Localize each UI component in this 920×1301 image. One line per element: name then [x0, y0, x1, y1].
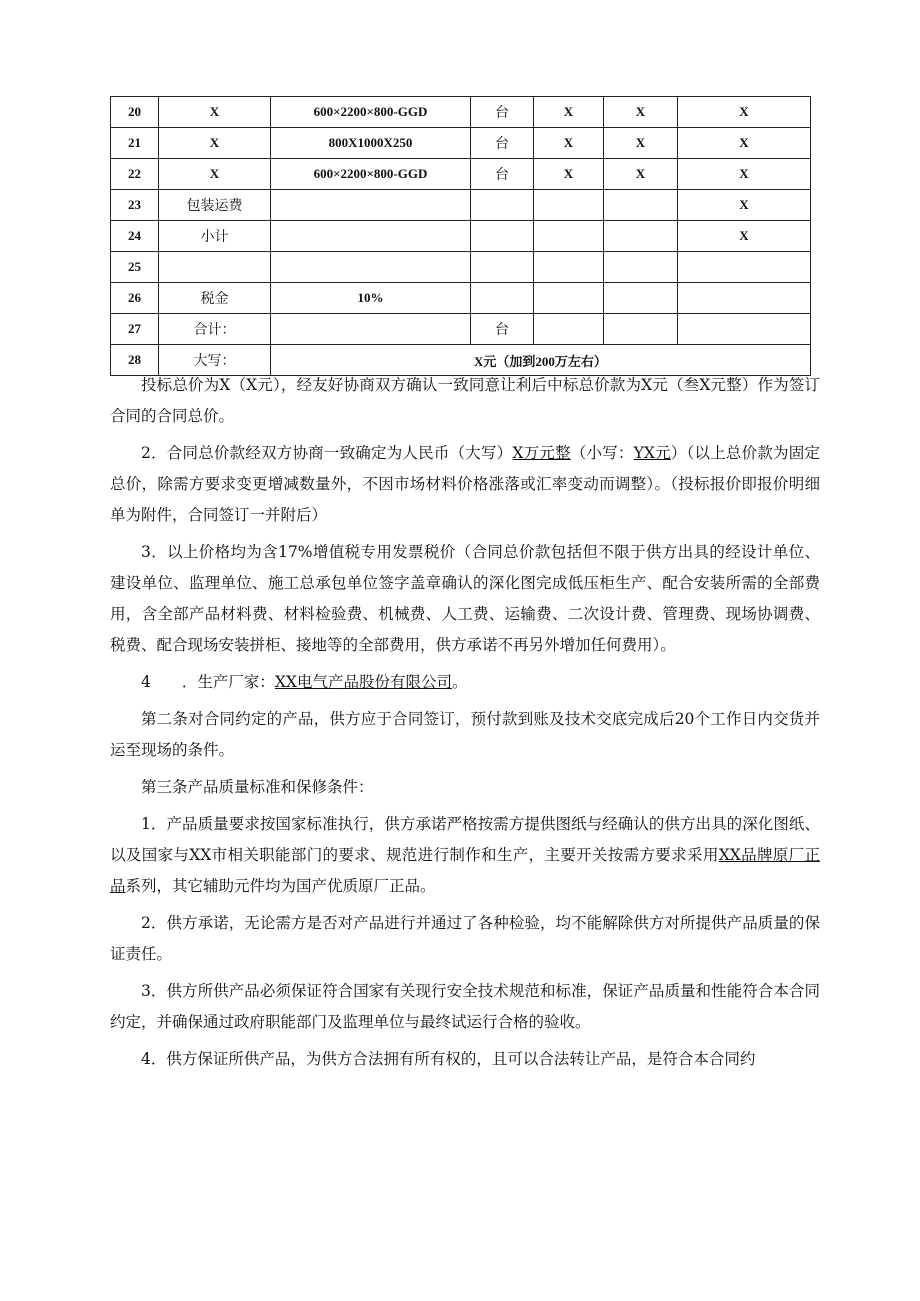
paragraph: [110, 667, 820, 698]
cell: X: [678, 221, 811, 252]
row-number: 28: [111, 345, 159, 376]
cell: X: [604, 128, 678, 159]
item-name: X: [159, 128, 271, 159]
row-number: 21: [111, 128, 159, 159]
cell: [678, 252, 811, 283]
paragraph: 2．供方承诺，无论需方是否对产品进行并通过了各种检验，均不能解除供方对所提供产品质量的保证责任。: [110, 914, 820, 963]
table-row: [111, 283, 811, 314]
row-number: 25: [111, 252, 159, 283]
paragraph: 3．以上价格均为含17%增值税专用发票税价（合同总价款包括但不限于供方出具的经设计单位、建设单位、监理单位、施工总承包单位签字盖章确认的深化图完成低压柜生产、配合安装所需的全部费用，含全部产品材料费、材料检验费、机械费、人工费、运输费、二次设计费、管理费、现场协调费、税费、配合现场安装拼柜、接地等的全部费用，供方承诺不再另外增加任何费用）。: [110, 543, 820, 654]
paragraph: 4．供方保证所供产品，为供方合法拥有所有权的，且可以合法转让产品，是符合本合同约: [141, 1050, 756, 1068]
table-row: [111, 221, 811, 252]
cell: [534, 252, 604, 283]
row-number: 23: [111, 190, 159, 221]
cell: [534, 314, 604, 345]
item-unit: 台: [471, 159, 534, 190]
text: （小写：: [570, 444, 634, 462]
cell: X: [678, 97, 811, 128]
item-spec: 600×2200×800-GGD: [271, 97, 471, 128]
row-number: 20: [111, 97, 159, 128]
cell: [678, 283, 811, 314]
item-spec: [271, 252, 471, 283]
text: ）（以上总价款为固定总价，除需方要求变更增减数量外，不因市场材料价格涨落或汇率变动而调整）。（投标报价即报价明细单为附件，合同签订一并附后）: [110, 444, 820, 524]
table-row: [111, 190, 811, 221]
manufacturer-name: XX电气产品股份有限公司: [274, 673, 452, 691]
item-name: 包装运费: [159, 190, 271, 221]
cell: X: [534, 128, 604, 159]
cell: [604, 190, 678, 221]
item-name: 大写：: [159, 345, 271, 376]
item-unit: [471, 252, 534, 283]
cell: X: [678, 128, 811, 159]
paragraph: 第二条对合同约定的产品，供方应于合同签订，预付款到账及技术交底完成后20个工作日内交货并运至现场的条件。: [110, 710, 820, 759]
item-unit: [471, 283, 534, 314]
amount-capital: X万元整: [512, 444, 571, 462]
cell: [604, 221, 678, 252]
paragraph: 第三条产品质量标准和保修条件：: [141, 778, 374, 796]
text: 2．合同总价款经双方协商一致确定为人民币（大写）: [141, 444, 513, 462]
cell: X: [678, 159, 811, 190]
item-name: 税金: [159, 283, 271, 314]
item-name: 合计：: [159, 314, 271, 345]
cell: [604, 314, 678, 345]
item-spec: [271, 221, 471, 252]
item-spec: 800X1000X250: [271, 128, 471, 159]
cell: [604, 283, 678, 314]
contract-body: [110, 370, 820, 1081]
item-name: X: [159, 97, 271, 128]
text: 系列，其它辅助元件均为国产优质原厂正品。: [125, 877, 436, 895]
table-row: [111, 314, 811, 345]
row-number: 22: [111, 159, 159, 190]
item-unit: [471, 221, 534, 252]
item-unit: 台: [471, 314, 534, 345]
item-unit: 台: [471, 128, 534, 159]
amount-figure: YX元: [633, 444, 671, 462]
row-number: 27: [111, 314, 159, 345]
brand-name: XX品牌原厂正品: [110, 846, 820, 895]
row-number: 26: [111, 283, 159, 314]
cell: X: [534, 159, 604, 190]
item-name: X: [159, 159, 271, 190]
text: 1．产品质量要求按国家标准执行，供方承诺严格按需方提供图纸与经确认的供方出具的深化图纸、以及国家与XX市相关职能部门的要求、规范进行制作和生产，主要开关按需方要求采用: [110, 815, 820, 864]
cell: X: [604, 97, 678, 128]
item-spec: 600×2200×800-GGD: [271, 159, 471, 190]
price-table: [110, 96, 811, 376]
paragraph: [110, 809, 820, 902]
cell: X: [678, 190, 811, 221]
item-name: 小计: [159, 221, 271, 252]
cell: X: [604, 159, 678, 190]
item-spec: [271, 314, 471, 345]
table-row: [111, 128, 811, 159]
paragraph: [110, 438, 820, 531]
paragraph: 投标总价为X（X元），经友好协商双方确认一致同意让利后中标总价款为X元（叁X元整）作为签订合同的合同总价。: [110, 376, 820, 425]
table-row: [111, 97, 811, 128]
tax-rate: 10%: [271, 283, 471, 314]
cell: [604, 252, 678, 283]
cell: [534, 190, 604, 221]
paragraph: 3．供方所供产品必须保证符合国家有关现行安全技术规范和标准，保证产品质量和性能符合本合同约定，并确保通过政府职能部门及监理单位与最终试运行合格的验收。: [110, 982, 820, 1031]
item-unit: 台: [471, 97, 534, 128]
amount-in-words: X元（加到200万左右）: [271, 345, 811, 376]
table-row: [111, 252, 811, 283]
item-unit: [471, 190, 534, 221]
text: 。: [451, 673, 468, 691]
item-spec: [271, 190, 471, 221]
row-number: 24: [111, 221, 159, 252]
cell: [678, 314, 811, 345]
cell: [534, 283, 604, 314]
cell: X: [534, 97, 604, 128]
cell: [534, 221, 604, 252]
text: 4 ．生产厂家：: [141, 673, 275, 691]
table-row: [111, 159, 811, 190]
item-name: [159, 252, 271, 283]
